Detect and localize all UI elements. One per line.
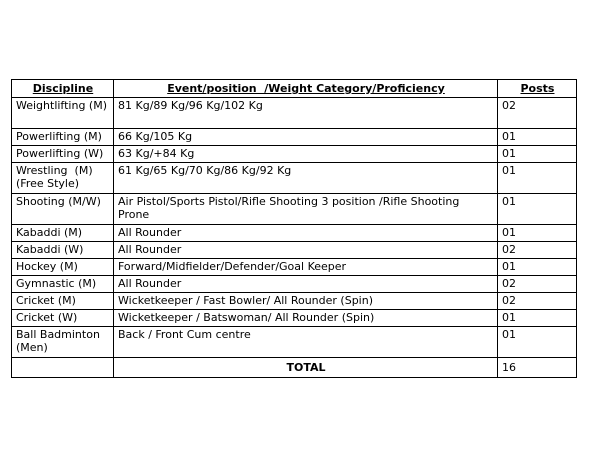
table-row	[12, 129, 577, 146]
table-row	[12, 259, 577, 276]
cell-posts: 01	[498, 163, 577, 194]
cell-event: 61 Kg/65 Kg/70 Kg/86 Kg/92 Kg	[114, 163, 498, 194]
cell-posts: 02	[498, 242, 577, 259]
table-row	[12, 146, 577, 163]
table-row	[12, 163, 577, 194]
cell-discipline: Weightlifting (M)	[12, 98, 114, 129]
cell-posts: 01	[498, 310, 577, 327]
table-header	[12, 80, 577, 98]
cell-event: All Rounder	[114, 225, 498, 242]
posts-table-container	[11, 79, 576, 378]
cell-posts: 01	[498, 225, 577, 242]
column-header-posts-label: Posts	[520, 81, 555, 95]
table-header-row	[12, 80, 577, 98]
column-header-posts	[498, 80, 577, 98]
table-total-row	[12, 358, 577, 378]
table-row	[12, 242, 577, 259]
cell-total-posts: 16	[498, 358, 577, 378]
cell-posts: 01	[498, 146, 577, 163]
cell-event: Back / Front Cum centre	[114, 327, 498, 358]
table-row	[12, 225, 577, 242]
table-row	[12, 310, 577, 327]
cell-event: 66 Kg/105 Kg	[114, 129, 498, 146]
cell-posts: 01	[498, 194, 577, 225]
cell-event: Air Pistol/Sports Pistol/Rifle Shooting 3 position /Rifle Shooting Prone	[114, 194, 498, 225]
cell-event: 63 Kg/+84 Kg	[114, 146, 498, 163]
cell-event: All Rounder	[114, 276, 498, 293]
cell-posts: 01	[498, 259, 577, 276]
table-body	[12, 98, 577, 378]
cell-event: Wicketkeeper / Batswoman/ All Rounder (Spin)	[114, 310, 498, 327]
cell-posts: 02	[498, 293, 577, 310]
table-row	[12, 194, 577, 225]
cell-total-label: TOTAL	[114, 358, 498, 378]
table-row	[12, 327, 577, 358]
cell-posts: 01	[498, 327, 577, 358]
cell-event: Forward/Midfielder/Defender/Goal Keeper	[114, 259, 498, 276]
cell-event: 81 Kg/89 Kg/96 Kg/102 Kg	[114, 98, 498, 129]
cell-discipline: Cricket (M)	[12, 293, 114, 310]
cell-discipline: Cricket (W)	[12, 310, 114, 327]
cell-discipline: Ball Badminton (Men)	[12, 327, 114, 358]
cell-posts: 01	[498, 129, 577, 146]
column-header-event-label: Event/position /Weight Category/Proficiency	[167, 81, 445, 95]
column-header-discipline	[12, 80, 114, 98]
cell-event: All Rounder	[114, 242, 498, 259]
cell-discipline: Kabaddi (W)	[12, 242, 114, 259]
cell-discipline: Powerlifting (W)	[12, 146, 114, 163]
cell-posts: 02	[498, 98, 577, 129]
column-header-discipline-label: Discipline	[32, 81, 94, 95]
column-header-event	[114, 80, 498, 98]
cell-total-blank	[12, 358, 114, 378]
cell-discipline: Hockey (M)	[12, 259, 114, 276]
cell-discipline: Shooting (M/W)	[12, 194, 114, 225]
cell-discipline: Wrestling (M) (Free Style)	[12, 163, 114, 194]
cell-discipline: Powerlifting (M)	[12, 129, 114, 146]
cell-posts: 02	[498, 276, 577, 293]
table-row	[12, 98, 577, 129]
cell-event: Wicketkeeper / Fast Bowler/ All Rounder (Spin)	[114, 293, 498, 310]
cell-discipline: Gymnastic (M)	[12, 276, 114, 293]
cell-discipline: Kabaddi (M)	[12, 225, 114, 242]
table-row	[12, 276, 577, 293]
recruitment-posts-table	[11, 79, 577, 378]
table-row	[12, 293, 577, 310]
